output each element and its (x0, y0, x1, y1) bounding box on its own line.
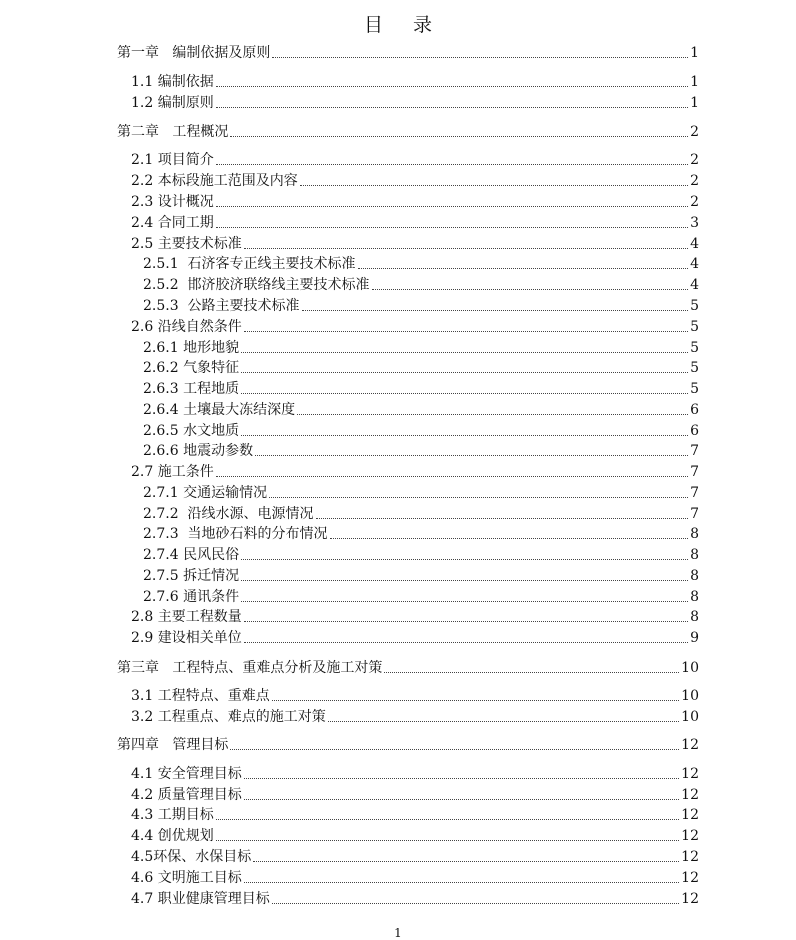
toc-leader-dots (241, 392, 688, 394)
toc-entry-text: 气象特征 (183, 360, 240, 376)
toc-entry-label (131, 150, 214, 170)
toc-entry-number: 1.2 (131, 95, 154, 111)
toc-entry-label (117, 658, 382, 678)
toc-entry-number: 第一章 (117, 45, 159, 61)
toc-entry[interactable] (131, 607, 699, 627)
toc-entry-page: 1 (690, 95, 699, 111)
toc-leader-dots (241, 558, 688, 560)
toc-entry-number: 2.6.5 (143, 423, 179, 439)
toc-entry[interactable] (131, 234, 699, 254)
toc-entry-text: 工程重点、难点的施工对策 (157, 709, 326, 725)
toc-entry-text: 地形地貌 (183, 340, 240, 356)
toc-entry-number: 2.6.3 (143, 381, 179, 397)
toc-entry-label (143, 483, 267, 503)
toc-entry-label (131, 213, 214, 233)
toc-entry-label (143, 566, 239, 586)
toc-entry-page: 5 (690, 340, 699, 356)
toc-entry-number: 2.7.6 (143, 589, 179, 605)
toc-entry-label (143, 254, 356, 274)
toc-entry-text: 文明施工目标 (157, 870, 242, 886)
toc-entry[interactable] (117, 658, 699, 678)
toc-entry-text: 本标段施工范围及内容 (157, 173, 298, 189)
toc-entry[interactable] (143, 358, 699, 378)
toc-entry-number: 第四章 (117, 737, 159, 753)
toc-entry-page: 6 (690, 423, 699, 439)
toc-entry-text: 拆迁情况 (183, 568, 240, 584)
toc-leader-dots (216, 106, 688, 108)
toc-entry-label (131, 462, 214, 482)
toc-entry[interactable] (131, 317, 699, 337)
toc-entry-page: 12 (681, 870, 699, 886)
toc-entry-separator (159, 43, 172, 63)
toc-entry-separator (179, 275, 188, 295)
toc-entry[interactable] (131, 628, 699, 648)
toc-entry-page: 4 (690, 236, 699, 252)
footer-page-number: 1 (394, 926, 402, 940)
toc-entry[interactable] (131, 72, 699, 92)
toc-entry-page: 8 (690, 609, 699, 625)
toc-leader-dots (230, 748, 679, 750)
toc-entry-page: 3 (690, 215, 699, 231)
toc-entry-label (131, 686, 270, 706)
toc-entry-number: 2.4 (131, 215, 154, 231)
toc-entry[interactable] (131, 150, 699, 170)
toc-entry[interactable] (143, 483, 699, 503)
toc-leader-dots (244, 620, 688, 622)
toc-entry-text: 交通运输情况 (183, 485, 268, 501)
toc-leader-dots (272, 56, 688, 58)
toc-leader-dots (328, 720, 679, 722)
toc-entry-label (131, 868, 242, 888)
toc-entry-label (131, 785, 242, 805)
toc-entry-number: 2.6.6 (143, 443, 179, 459)
toc-entry-number: 2.7 (131, 464, 154, 480)
toc-leader-dots (216, 85, 688, 87)
toc-entry-page: 5 (690, 381, 699, 397)
toc-entry-page: 7 (690, 443, 699, 459)
toc-entry[interactable] (143, 379, 699, 399)
toc-entry-number: 2.6.4 (143, 402, 179, 418)
toc-entry-page: 8 (690, 547, 699, 563)
toc-leader-dots (297, 413, 688, 415)
toc-entry-label (131, 826, 214, 846)
toc-entry-number: 2.5.2 (143, 277, 179, 293)
toc-entry-page: 4 (690, 256, 699, 272)
toc-entry-label (143, 275, 370, 295)
toc-entry-label (131, 607, 242, 627)
toc-entry-label (143, 524, 328, 544)
toc-entry[interactable] (143, 587, 699, 607)
toc-entry-number: 4.2 (131, 787, 154, 803)
toc-title-char-2: 录 (413, 14, 433, 36)
toc-entry[interactable] (131, 764, 699, 784)
toc-entry-page: 7 (690, 485, 699, 501)
toc-leader-dots (241, 579, 688, 581)
toc-entry-page: 5 (690, 298, 699, 314)
toc-leader-dots (241, 351, 688, 353)
toc-leader-dots (244, 777, 679, 779)
toc-entry-label (131, 707, 326, 727)
toc-entry-number: 4.7 (131, 891, 154, 907)
toc-entry-number: 1.1 (131, 74, 154, 90)
toc-entry-separator (159, 735, 172, 755)
toc-entry-label (131, 764, 242, 784)
toc-entry-label (131, 847, 251, 867)
toc-leader-dots (244, 798, 679, 800)
toc-entry-text: 项目简介 (157, 152, 214, 168)
toc-entry-page: 12 (681, 787, 699, 803)
toc-entry-number: 4.4 (131, 828, 154, 844)
toc-entry-label (143, 379, 239, 399)
toc-entry-number: 第二章 (117, 124, 159, 140)
toc-entry-number: 2.3 (131, 194, 154, 210)
toc-entry-page: 7 (690, 506, 699, 522)
toc-leader-dots (216, 205, 688, 207)
toc-entry-separator (159, 658, 172, 678)
toc-entry-label (143, 504, 314, 524)
toc-entry-number: 2.5 (131, 236, 154, 252)
toc-entry-page: 2 (690, 152, 699, 168)
toc-entry-label (131, 889, 270, 909)
toc-entry-page: 12 (681, 766, 699, 782)
toc-leader-dots (216, 163, 688, 165)
toc-entry-text: 环保、水保目标 (153, 849, 252, 865)
toc-entry-number: 4.5 (131, 849, 154, 865)
toc-entry-text: 合同工期 (157, 215, 214, 231)
toc-entry-separator (179, 296, 188, 316)
toc-entry-label (131, 192, 214, 212)
toc-leader-dots (272, 902, 679, 904)
toc-entry[interactable] (131, 707, 699, 727)
toc-leader-dots (358, 267, 689, 269)
toc-leader-dots (241, 434, 688, 436)
toc-entry-text: 主要工程数量 (157, 609, 242, 625)
toc-entry-text: 工程地质 (183, 381, 240, 397)
toc-leader-dots (244, 641, 688, 643)
toc-leader-dots (253, 860, 679, 862)
toc-entry[interactable] (131, 192, 699, 212)
toc-entry-label (131, 234, 242, 254)
toc-entry-separator (159, 122, 172, 142)
toc-entry[interactable] (143, 254, 699, 274)
toc-entry-text: 安全管理目标 (157, 766, 242, 782)
toc-entry[interactable] (131, 847, 699, 867)
toc-entry-number: 4.1 (131, 766, 154, 782)
toc-entry-number: 3.1 (131, 688, 154, 704)
toc-entry-text: 创优规划 (157, 828, 214, 844)
toc-entry-label (143, 400, 295, 420)
toc-entry[interactable] (143, 504, 699, 524)
toc-entry-number: 4.3 (131, 807, 154, 823)
toc-entry-text: 设计概况 (157, 194, 214, 210)
toc-entry-text: 民风民俗 (183, 547, 240, 563)
toc-entry-page: 12 (681, 828, 699, 844)
toc-entry-page: 5 (690, 319, 699, 335)
toc-entry-number: 2.1 (131, 152, 154, 168)
toc-title-char-1: 目 (363, 14, 383, 36)
toc-entry[interactable] (143, 338, 699, 358)
toc-entry-separator (179, 504, 188, 524)
toc-entry-page: 4 (690, 277, 699, 293)
toc-entry-label (143, 358, 239, 378)
toc-leader-dots (330, 537, 689, 539)
toc-leader-dots (300, 184, 688, 186)
toc-leader-dots (255, 454, 688, 456)
toc-leader-dots (241, 371, 688, 373)
toc-entry-page: 2 (690, 194, 699, 210)
toc-entry-text: 管理目标 (172, 737, 229, 753)
toc-entry-text: 编制依据 (157, 74, 214, 90)
toc-entry-number: 2.7.4 (143, 547, 179, 563)
toc-leader-dots (216, 818, 679, 820)
toc-entry-number: 2.5.3 (143, 298, 179, 314)
toc-entry-label (117, 735, 228, 755)
toc-entry-number: 2.7.5 (143, 568, 179, 584)
toc-leader-dots (272, 699, 679, 701)
toc-entry-number: 2.6 (131, 319, 154, 335)
toc-entry-separator (179, 524, 188, 544)
toc-entry-page: 12 (681, 849, 699, 865)
toc-entry-number: 2.8 (131, 609, 154, 625)
toc-entry-text: 工程概况 (172, 124, 229, 140)
toc-entry-text: 土壤最大冻结深度 (183, 402, 296, 418)
toc-entry-label (117, 43, 270, 63)
toc-entry-page: 1 (690, 45, 699, 61)
toc-entry-page: 1 (690, 74, 699, 90)
toc-entry-text: 公路主要技术标准 (187, 298, 300, 314)
toc-entry[interactable] (143, 566, 699, 586)
toc-entry-page: 8 (690, 526, 699, 542)
toc-entry-text: 职业健康管理目标 (157, 891, 270, 907)
toc-leader-dots (216, 226, 688, 228)
toc-entry-text: 编制依据及原则 (172, 45, 271, 61)
toc-entry-text: 施工条件 (157, 464, 214, 480)
toc-entry[interactable] (131, 889, 699, 909)
toc-entry-number: 2.5.1 (143, 256, 179, 272)
toc-leader-dots (216, 839, 679, 841)
toc-entry-page: 5 (690, 360, 699, 376)
toc-entry-page: 8 (690, 568, 699, 584)
toc-entry[interactable] (131, 213, 699, 233)
toc-entry-text: 通讯条件 (183, 589, 240, 605)
toc-entry-number: 第三章 (117, 660, 159, 676)
toc-entry[interactable] (143, 296, 699, 316)
toc-entry-separator (179, 254, 188, 274)
toc-entry-number: 2.6.1 (143, 340, 179, 356)
toc-entry-text: 工期目标 (157, 807, 214, 823)
toc-entry-page: 12 (681, 737, 699, 753)
toc-leader-dots (372, 288, 689, 290)
toc-entry-text: 地震动参数 (183, 443, 254, 459)
toc-leader-dots (302, 309, 689, 311)
toc-entry[interactable] (143, 441, 699, 461)
toc-entry-text: 编制原则 (157, 95, 214, 111)
toc-leader-dots (384, 671, 679, 673)
toc-entry-label (131, 171, 298, 191)
toc-entry-label (143, 587, 239, 607)
toc-entry[interactable] (131, 785, 699, 805)
toc-leader-dots (244, 247, 688, 249)
toc-entry-number: 2.7.3 (143, 526, 179, 542)
toc-entry[interactable] (143, 275, 699, 295)
toc-entry-number: 2.9 (131, 630, 154, 646)
toc-entry[interactable] (131, 171, 699, 191)
toc-entry-number: 4.6 (131, 870, 154, 886)
toc-entry-text: 工程特点、重难点 (157, 688, 270, 704)
toc-entry[interactable] (143, 400, 699, 420)
toc-entry[interactable] (117, 122, 699, 142)
toc-entry-page: 2 (690, 124, 699, 140)
toc-entry[interactable] (117, 43, 699, 63)
toc-entry-text: 建设相关单位 (157, 630, 242, 646)
toc-entry[interactable] (131, 93, 699, 113)
toc-entry-page: 10 (681, 660, 699, 676)
toc-entry[interactable] (131, 868, 699, 888)
toc-entry-label (143, 441, 253, 461)
toc-entry-text: 沿线自然条件 (157, 319, 242, 335)
toc-leader-dots (230, 135, 688, 137)
toc-entry-number: 2.7.1 (143, 485, 179, 501)
toc-entry-number: 2.7.2 (143, 506, 179, 522)
toc-entry[interactable] (131, 826, 699, 846)
toc-entry[interactable] (131, 686, 699, 706)
toc-entry[interactable] (131, 462, 699, 482)
toc-leader-dots (269, 496, 688, 498)
toc-leader-dots (244, 881, 679, 883)
toc-leader-dots (244, 330, 688, 332)
toc-entry[interactable] (143, 545, 699, 565)
toc-entry-page: 9 (690, 630, 699, 646)
toc-entry-text: 邯济胶济联络线主要技术标准 (187, 277, 370, 293)
toc-entry-page: 10 (681, 709, 699, 725)
toc-entry-label (131, 805, 214, 825)
toc-entry-label (143, 296, 300, 316)
toc-entry[interactable] (131, 805, 699, 825)
toc-entry-label (143, 421, 239, 441)
toc-entry-text: 工程特点、重难点分析及施工对策 (172, 660, 383, 676)
toc-entry-page: 6 (690, 402, 699, 418)
toc-leader-dots (241, 600, 688, 602)
toc-entry-page: 12 (681, 891, 699, 907)
toc-entry-label (131, 93, 214, 113)
toc-entry-text: 石济客专正线主要技术标准 (187, 256, 356, 272)
toc-entry-label (131, 317, 242, 337)
toc-leader-dots (316, 517, 689, 519)
toc-entry-text: 主要技术标准 (157, 236, 242, 252)
toc-entry-page: 2 (690, 173, 699, 189)
toc-entry-page: 10 (681, 688, 699, 704)
toc-entry-number: 3.2 (131, 709, 154, 725)
toc-entry-label (143, 545, 239, 565)
toc-entry[interactable] (143, 421, 699, 441)
toc-entry-number: 2.6.2 (143, 360, 179, 376)
toc-entry-text: 沿线水源、电源情况 (187, 506, 314, 522)
toc-entry-label (131, 72, 214, 92)
toc-entry-page: 12 (681, 807, 699, 823)
toc-entry-page: 7 (690, 464, 699, 480)
toc-entry-label (131, 628, 242, 648)
toc-leader-dots (216, 475, 688, 477)
toc-entry-text: 水文地质 (183, 423, 240, 439)
toc-entry[interactable] (143, 524, 699, 544)
toc-entry-label (143, 338, 239, 358)
toc-entry-page: 8 (690, 589, 699, 605)
toc-entry-number: 2.2 (131, 173, 154, 189)
toc-entry-label (117, 122, 228, 142)
toc-entry-text: 质量管理目标 (157, 787, 242, 803)
toc-entry-text: 当地砂石料的分布情况 (187, 526, 328, 542)
toc-entry[interactable] (117, 735, 699, 755)
